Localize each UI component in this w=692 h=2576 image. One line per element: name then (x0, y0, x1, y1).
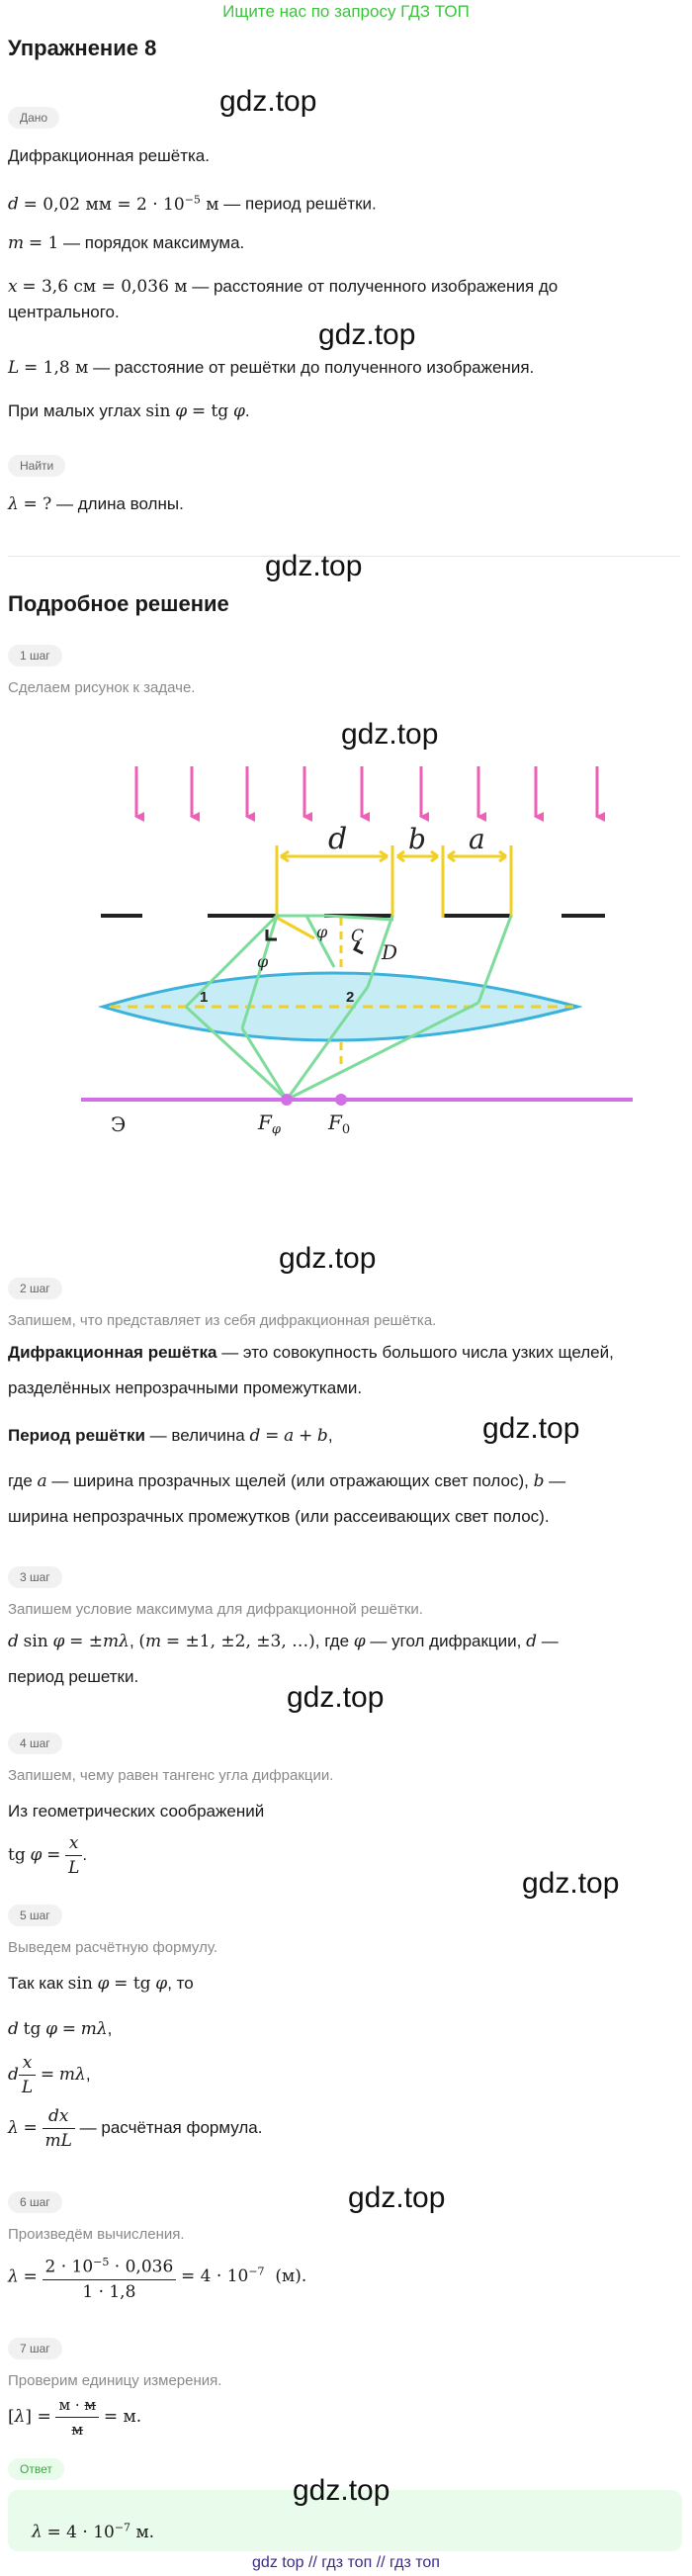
step-5-eq3: λ = $\frac{dx}{mL}$ — расчётная формула. (8, 2106, 263, 2151)
step-5-eq1: d tg φ = mλ, (8, 2019, 113, 2039)
label-d-point: D (382, 940, 398, 964)
answer-tag: Ответ (8, 2458, 64, 2480)
step-2-def: Дифракционная решётка — это совокупность большого числа узких щелей, (8, 1343, 614, 1362)
step-3-text: Запишем условие максимума для дифракционной решётки. (8, 1601, 423, 1618)
label-screen: Э (111, 1112, 127, 1136)
step-2-where: где a — ширина прозрачных щелей (или отражающих свет полос), b — (8, 1471, 566, 1491)
step-3-line2: период решетки. (8, 1667, 139, 1686)
step-5-since: Так как sin φ = tg φ, то (8, 1974, 194, 1994)
label-phi: φ (316, 923, 328, 941)
label-f0: $F_0$ (328, 1110, 351, 1137)
step-4-formula: tg φ = $\frac{x}{L}$ . (8, 1833, 88, 1878)
step-4-line: Из геометрических соображений (8, 1802, 265, 1821)
step-6-text: Произведём вычисления. (8, 2226, 185, 2243)
step-1-text: Сделаем рисунок к задаче. (8, 679, 196, 696)
find-line: λ = ? — длина волны. (8, 494, 184, 514)
step-5-tag: 5 шаг (8, 1905, 62, 1926)
label-1: 1 (200, 989, 209, 1006)
step-6-eq: λ = $\frac{2 \cdot 10^{-5} \cdot 0,036}{1 \cdot 1,8}$ = $4 \cdot 10^{-7}$ (м). (8, 2251, 306, 2304)
answer-value: $\lambda = 4 \cdot 10^{-7}$ м. (32, 2521, 155, 2542)
label-2: 2 (346, 989, 355, 1006)
step-2-text: Запишем, что представляет из себя дифракционная решётка. (8, 1312, 437, 1329)
step-7-tag: 7 шаг (8, 2338, 62, 2359)
given-line-6: При малых углах sin φ = tg φ. (8, 401, 250, 421)
step-4-text: Запишем, чему равен тангенс угла дифракции. (8, 1767, 334, 1784)
label-d: d (328, 822, 348, 856)
step-5-text: Выведем расчётную формулу. (8, 1939, 218, 1956)
watermark: gdz.top (348, 2181, 446, 2214)
focus-point (335, 1094, 347, 1106)
step-2-period: Период решётки — величина d = a + b, (8, 1426, 333, 1446)
label-b: b (408, 823, 426, 855)
header-link[interactable]: Ищите нас по запросу ГДЗ ТОП (222, 2, 470, 21)
given-line-5: L = 1,8 м — расстояние от решётки до полученного изображения. (8, 358, 535, 378)
focus-point (281, 1094, 293, 1106)
step-1-tag: 1 шаг (8, 645, 62, 666)
step-7-eq: [λ] = $\frac{м \cdot м}{м}$ = м. (8, 2393, 141, 2442)
label-a: a (469, 823, 485, 855)
watermark: gdz.top (219, 85, 317, 118)
given-line-3: m = 1 — порядок максимума. (8, 233, 245, 253)
watermark: gdz.top (279, 1242, 377, 1275)
watermark: gdz.top (341, 718, 439, 751)
given-line-4b: центрального. (8, 303, 120, 321)
step-6-tag: 6 шаг (8, 2191, 62, 2213)
watermark: gdz.top (265, 550, 363, 582)
given-line-2: d = 0,02 мм = $2 \cdot 10^{-5}$ м — период решётки. (8, 193, 377, 215)
watermark: gdz.top (287, 1681, 385, 1714)
watermark: gdz.top (293, 2474, 390, 2507)
watermark: gdz.top (318, 318, 416, 351)
page-title: Упражнение 8 (8, 36, 157, 60)
watermark: gdz.top (482, 1412, 580, 1445)
label-f-phi: $F_\varphi$ (258, 1110, 281, 1137)
step-2-def-line2: разделённых непрозрачными промежутками. (8, 1378, 363, 1397)
incident-arrows (136, 766, 597, 817)
solution-title: Подробное решение (8, 591, 229, 616)
watermark: gdz.top (522, 1867, 620, 1900)
given-line-1: Дифракционная решётка. (8, 146, 210, 165)
step-7-text: Проверим единицу измерения. (8, 2372, 222, 2389)
label-c: C (351, 927, 365, 946)
step-3-tag: 3 шаг (8, 1566, 62, 1588)
step-3-formula: d sin φ = ±mλ, (m = ±1, ±2, ±3, …), где φ — угол дифракции, d — (8, 1632, 559, 1651)
footer-links[interactable]: gdz top // гдз топ // гдз топ (252, 2554, 440, 2571)
step-2-tag: 2 шаг (8, 1278, 62, 1299)
step-2-where2: ширина непрозрачных промежутков (или рассеивающих свет полос). (8, 1507, 550, 1526)
label-phi: φ (257, 952, 269, 971)
given-line-4: x = 3,6 см = 0,036 м — расстояние от полученного изображения до (8, 277, 559, 297)
step-4-tag: 4 шаг (8, 1732, 62, 1754)
diffraction-diagram (79, 752, 652, 1147)
find-tag: Найти (8, 455, 65, 477)
step-5-eq2: d $\frac{x}{L}$ = mλ, (8, 2053, 91, 2097)
given-tag: Дано (8, 107, 59, 129)
